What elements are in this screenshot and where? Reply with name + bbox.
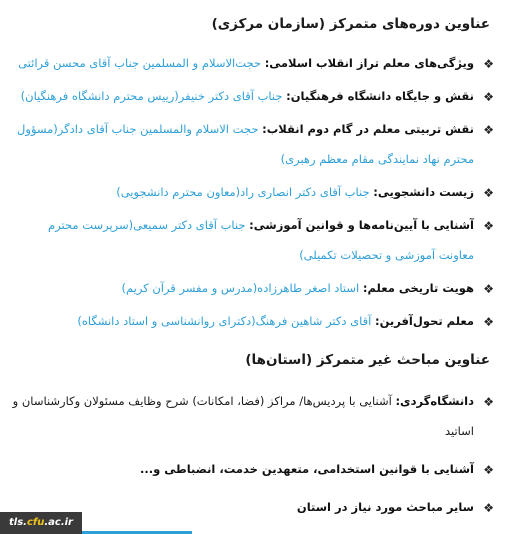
item-title: زیست دانشجویی: [373,185,474,199]
list-item [10,48,496,78]
list-item [10,177,496,207]
item-description: جناب آقای دکتر سمیعی(سرپرست محترم معاونت آموزشی و تحصیلات تکمیلی) [48,218,474,262]
list-item [10,114,496,174]
list-item [10,492,496,522]
item-description: آقای دکتر شاهین فرهنگ(دکترای روانشناسی و استاد دانشگاه) [77,314,375,328]
provincial-topics-heading: عناوین مباحث غیر متمرکز (استان‌ها) [245,352,490,368]
list-item [10,386,496,446]
item-title: نقش تربیتی معلم در گام دوم انقلاب: [262,122,474,136]
item-title: هویت تاریخی معلم: [362,281,474,295]
diamond-bullet-icon: ❖ [483,123,494,137]
item-description: جناب آقای دکتر انصاری راد(معاون محترم دانشجویی) [116,185,374,199]
list-item [10,81,496,111]
diamond-bullet-icon: ❖ [483,463,494,477]
diamond-bullet-icon: ❖ [483,501,494,515]
watermark-highlight: cfu [26,517,45,528]
watermark-suffix: .ac.ir [44,517,73,528]
item-title: دانشگاه‌گردی: [395,394,474,408]
item-title: نقش و جایگاه دانشگاه فرهنگیان: [286,89,474,103]
item-title: آشنایی با آیین‌نامه‌ها و قوانین آموزشی: [249,218,474,232]
list-item [10,273,496,303]
central-courses-list [10,48,496,336]
diamond-bullet-icon: ❖ [483,395,494,409]
item-description: استاد اصغر طاهرزاده(مدرس و مفسر قرآن کریم) [121,281,363,295]
watermark-prefix: tls. [8,517,27,528]
list-item [10,454,496,484]
item-description: جناب آقای دکتر خنیفر(رییس محترم دانشگاه فرهنگیان) [20,89,287,103]
list-item [10,306,496,336]
diamond-bullet-icon: ❖ [483,315,494,329]
diamond-bullet-icon: ❖ [483,219,494,233]
item-title: آشنایی با قوانین استخدامی، متعهدین خدمت، انضباطی و... [140,462,474,476]
list-item [10,210,496,270]
diamond-bullet-icon: ❖ [483,57,494,71]
item-description: آشنایی با پردیس‌ها/ مراکز (فضا، امکانات) شرح وظایف مسئولان وکارشناسان و اساتید [12,394,474,438]
diamond-bullet-icon: ❖ [483,186,494,200]
item-description: حجت الاسلام والمسلمین جناب آقای دادگر(مسؤول محترم نهاد نمایندگی مقام معظم رهبری) [17,122,474,166]
site-watermark [0,512,82,534]
item-title: ویژگی‌های معلم تراز انقلاب اسلامی: [264,56,474,70]
item-title: معلم تحول‌آفرین: [374,314,474,328]
item-description: حجت‌الاسلام و المسلمین جناب آقای محسن قرائتی [18,56,265,70]
diamond-bullet-icon: ❖ [483,90,494,104]
provincial-topics-list [10,386,496,522]
central-courses-heading: عناوین دوره‌های متمرکز (سازمان مرکزی) [211,16,490,32]
item-title: سایر مباحث مورد نیاز در استان [296,500,474,514]
diamond-bullet-icon: ❖ [483,282,494,296]
